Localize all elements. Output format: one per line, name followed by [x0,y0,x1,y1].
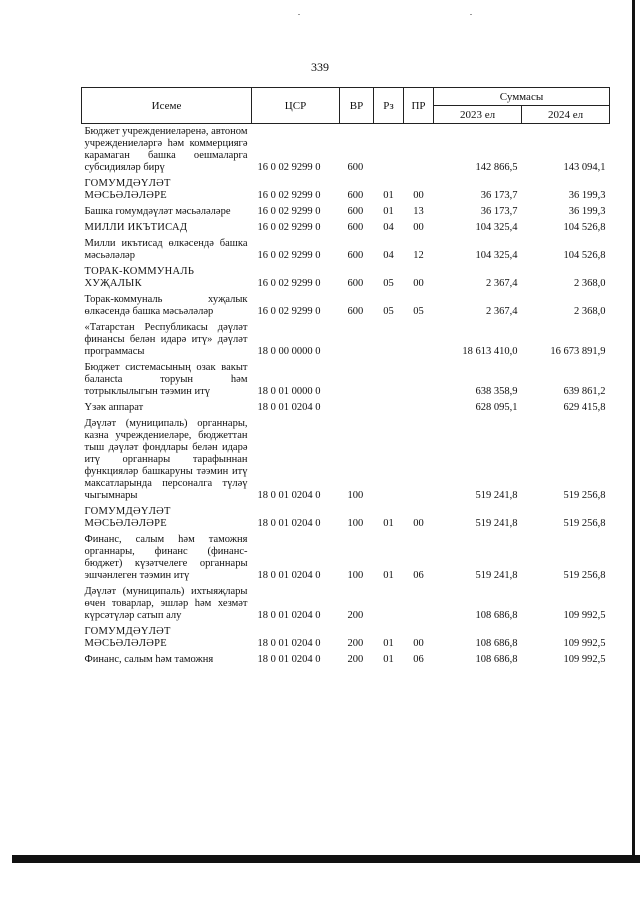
row-sum-2024: 2 368,0 [574,278,606,289]
row-name: Бюджет учреждениеләренә, автоном учреждениеләргә һәм коммерциягә карамаган башка оешмаларга субсидияләр бирү [84,126,248,173]
row-sum-2023: 36 173,7 [480,190,518,201]
header-name: Исеме [82,88,252,124]
row-pr [404,124,434,177]
row-name: ГОМУМДӘҮЛӘТ МӘСЬӘЛӘЛӘРЕ [84,178,171,201]
row-csr: 16 0 02 9299 0 [257,222,321,233]
row-csr: 16 0 02 9299 0 [257,190,321,201]
row-csr: 18 0 00 0000 0 [257,346,321,357]
row-sum-2023: 519 241,8 [475,518,518,529]
header-pr: ПР [404,88,434,124]
row-vr: 600 [347,278,364,289]
row-sum-2023: 519 241,8 [475,490,518,501]
row-rz: 01 [383,638,394,649]
row-name: Милли икътисад өлкәсендә башка мәсьәләләр [84,238,248,261]
row-csr: 16 0 02 9299 0 [257,278,321,289]
row-vr: 600 [347,162,364,173]
row-csr: 18 0 01 0204 0 [257,402,321,413]
header-csr: ЦСР [252,88,340,124]
header-year-2024: 2024 ел [522,106,610,124]
row-rz [374,320,404,360]
row-vr: 600 [347,306,364,317]
table-row [82,360,610,400]
row-vr: 200 [347,654,364,665]
row-csr: 16 0 02 9299 0 [257,206,321,217]
table-row [82,652,610,668]
row-sum-2024: 629 415,8 [563,402,606,413]
row-sum-2024: 2 368,0 [574,306,606,317]
row-pr: 06 [413,654,424,665]
row-pr: 13 [413,206,424,217]
row-sum-2023: 142 866,5 [475,162,518,173]
row-name: ТОРАК-КОММУНАЛЬ ХУҖАЛЫК [84,266,195,289]
row-csr: 18 0 01 0204 0 [257,638,321,649]
row-sum-2023: 519 241,8 [475,570,518,581]
row-sum-2024: 639 861,2 [563,386,606,397]
row-sum-2023: 108 686,8 [475,610,518,621]
row-vr: 600 [347,222,364,233]
row-csr: 16 0 02 9299 0 [257,306,321,317]
row-vr: 600 [347,190,364,201]
row-name: Финанс, салым һәм таможня [84,654,214,665]
row-sum-2023: 108 686,8 [475,638,518,649]
row-sum-2023: 104 325,4 [475,250,518,261]
row-vr: 100 [347,490,364,501]
row-vr: 200 [347,610,364,621]
row-rz: 01 [383,654,394,665]
table-row [82,532,610,584]
row-rz: 01 [383,190,394,201]
row-sum-2024: 519 256,8 [563,570,606,581]
row-rz [374,400,404,416]
row-sum-2023: 104 325,4 [475,222,518,233]
table-row [82,400,610,416]
row-rz: 05 [383,278,394,289]
row-rz: 01 [383,518,394,529]
row-vr: 100 [347,570,364,581]
table-row [82,204,610,220]
header-vr: ВР [340,88,374,124]
table-row [82,176,610,204]
row-rz [374,416,404,504]
table-row [82,624,610,652]
row-csr: 18 0 01 0204 0 [257,654,321,665]
row-pr [404,416,434,504]
row-pr [404,584,434,624]
row-sum-2024: 36 199,3 [568,190,606,201]
row-name: Бюджет системасының озак вакыт балансta торуын һәм тотрыклылыгын тәэмин итү [84,362,248,397]
row-sum-2023: 18 613 410,0 [462,346,518,357]
row-csr: 16 0 02 9299 0 [257,250,321,261]
table-row [82,504,610,532]
row-rz: 05 [383,306,394,317]
row-sum-2023: 638 358,9 [475,386,518,397]
table-body [82,124,610,669]
row-name: МИЛЛИ ИКЪТИСАД [84,222,188,233]
table-row [82,584,610,624]
row-rz: 01 [383,206,394,217]
row-sum-2024: 519 256,8 [563,518,606,529]
row-csr: 18 0 01 0204 0 [257,570,321,581]
row-sum-2024: 16 673 891,9 [550,346,606,357]
scan-edge-bottom [12,855,640,863]
row-sum-2023: 2 367,4 [486,306,518,317]
row-vr: 200 [347,638,364,649]
header-rz: Рз [374,88,404,124]
row-sum-2023: 36 173,7 [480,206,518,217]
row-pr: 12 [413,250,424,261]
row-name: Үзәк аппарат [84,402,144,413]
row-pr: 00 [413,190,424,201]
row-rz [374,584,404,624]
row-vr [340,320,374,360]
page-number: 339 [311,60,329,74]
scan-edge-right [632,0,635,860]
scan-speck [298,14,300,15]
row-pr [404,320,434,360]
row-sum-2023: 108 686,8 [475,654,518,665]
row-csr: 16 0 02 9299 0 [257,162,321,173]
row-name: Финанс, салым һәм таможня органнары, финанс (финанс-бюджет) күзәтчелеге органнары эшчәнлеген тәэмин итү [84,534,248,581]
row-name: Дәүләт (муниципаль) ихтыяҗлары өчен товарлар, эшләр һәм хезмәт күрсәтүләр сатып алу [84,586,248,621]
row-csr: 18 0 01 0204 0 [257,490,321,501]
header-sums: Суммасы [434,88,610,106]
row-name: «Татарстан Республикасы дәүләт финансы белән идарә итү» дәүләт программасы [84,322,248,357]
table-row [82,416,610,504]
row-sum-2024: 143 094,1 [563,162,606,173]
row-sum-2023: 628 095,1 [475,402,518,413]
row-csr: 18 0 01 0000 0 [257,386,321,397]
table-row [82,124,610,177]
row-rz [374,360,404,400]
row-rz: 01 [383,570,394,581]
row-vr: 600 [347,250,364,261]
row-vr [340,360,374,400]
table-row [82,220,610,236]
row-pr: 00 [413,518,424,529]
row-csr: 18 0 01 0204 0 [257,610,321,621]
row-pr [404,400,434,416]
row-sum-2024: 104 526,8 [563,222,606,233]
row-sum-2024: 104 526,8 [563,250,606,261]
row-name: ГОМУМДӘҮЛӘТ МӘСЬӘЛӘЛӘРЕ [84,626,171,649]
row-pr: 00 [413,638,424,649]
row-rz: 04 [383,222,394,233]
row-name: Торак-коммуналь хуҗалык өлкәсендә башка мәсьәләләр [84,294,248,317]
row-pr: 05 [413,306,424,317]
row-sum-2024: 109 992,5 [563,638,606,649]
row-vr: 600 [347,206,364,217]
table-row [82,236,610,264]
row-name: Башка гомумдәүләт мәсьәләләре [84,206,231,217]
scan-speck [470,14,472,15]
row-sum-2024: 519 256,8 [563,490,606,501]
row-sum-2024: 109 992,5 [563,654,606,665]
table-row [82,264,610,292]
row-pr: 06 [413,570,424,581]
row-pr [404,360,434,400]
row-name: Дәүләт (муниципаль) органнары, казна учреждениеләре, бюджеттан тыш дәүләт фондлары белән идарә итү органнары тарафыннан функцияләр башкаруны тәэмин итү максатларында персоналга түләү чыгымнары [84,418,248,501]
row-sum-2024: 109 992,5 [563,610,606,621]
row-sum-2023: 2 367,4 [486,278,518,289]
row-pr: 00 [413,278,424,289]
row-rz [374,124,404,177]
row-vr [340,400,374,416]
row-vr: 100 [347,518,364,529]
table-row [82,320,610,360]
table-row [82,292,610,320]
budget-table [81,87,610,668]
row-pr: 00 [413,222,424,233]
row-csr: 18 0 01 0204 0 [257,518,321,529]
row-name: ГОМУМДӘҮЛӘТ МӘСЬӘЛӘЛӘРЕ [84,506,171,529]
header-year-2023: 2023 ел [434,106,522,124]
row-rz: 04 [383,250,394,261]
row-sum-2024: 36 199,3 [568,206,606,217]
